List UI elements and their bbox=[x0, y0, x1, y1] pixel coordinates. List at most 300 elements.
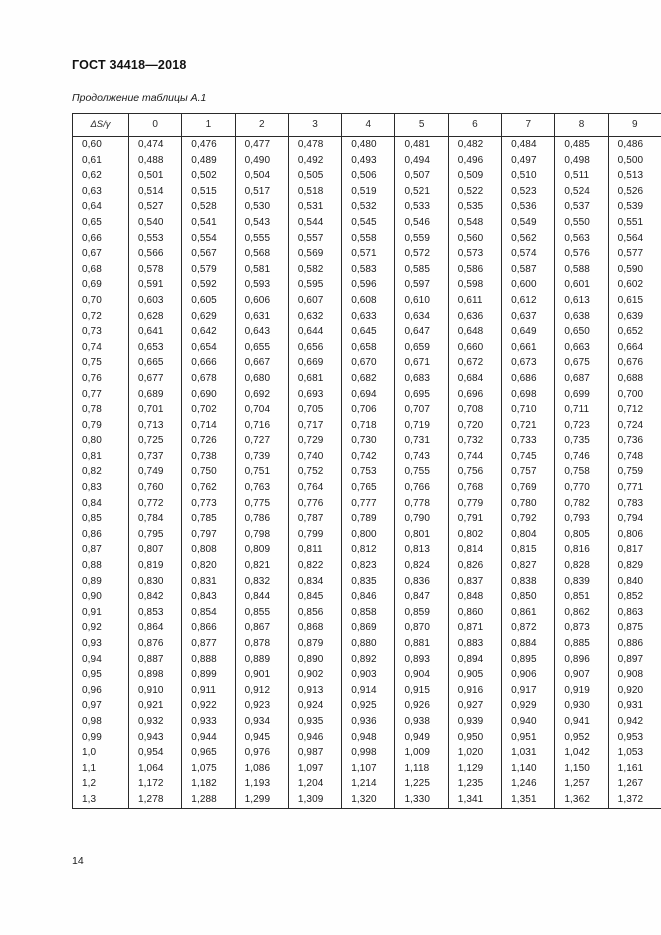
table-cell: 0,912 bbox=[235, 683, 288, 699]
table-cell: 0,776 bbox=[288, 496, 341, 512]
table-cell: 0,745 bbox=[502, 449, 555, 465]
column-header-0: 0 bbox=[129, 114, 182, 137]
table-cell: 0,876 bbox=[129, 636, 182, 652]
table-cell: 0,787 bbox=[288, 511, 341, 527]
table-cell: 0,698 bbox=[502, 387, 555, 403]
table-cell: 0,654 bbox=[182, 340, 235, 356]
table-cell: 0,659 bbox=[395, 340, 448, 356]
table-cell: 0,686 bbox=[502, 371, 555, 387]
table-cell: 0,602 bbox=[608, 277, 661, 293]
table-cell: 0,879 bbox=[288, 636, 341, 652]
table-row bbox=[73, 730, 661, 746]
table-cell: 0,537 bbox=[555, 199, 608, 215]
table-row bbox=[73, 387, 661, 403]
table-cell: 0,782 bbox=[555, 496, 608, 512]
table-cell: 0,883 bbox=[448, 636, 501, 652]
table-cell: 0,846 bbox=[342, 589, 395, 605]
table-cell: 0,864 bbox=[129, 620, 182, 636]
table-cell: 1,075 bbox=[182, 761, 235, 777]
table-cell: 0,852 bbox=[608, 589, 661, 605]
row-label: 0,91 bbox=[73, 605, 129, 621]
table-cell: 0,490 bbox=[235, 153, 288, 169]
table-cell: 0,726 bbox=[182, 433, 235, 449]
table-row bbox=[73, 496, 661, 512]
table-row bbox=[73, 199, 661, 215]
table-cell: 0,605 bbox=[182, 293, 235, 309]
table-cell: 0,727 bbox=[235, 433, 288, 449]
table-cell: 0,607 bbox=[288, 293, 341, 309]
table-cell: 0,663 bbox=[555, 340, 608, 356]
table-cell: 0,885 bbox=[555, 636, 608, 652]
table-cell: 0,666 bbox=[182, 355, 235, 371]
table-cell: 0,699 bbox=[555, 387, 608, 403]
table-cell: 0,583 bbox=[342, 262, 395, 278]
table-cell: 0,829 bbox=[608, 558, 661, 574]
table-cell: 0,756 bbox=[448, 464, 501, 480]
table-cell: 0,827 bbox=[502, 558, 555, 574]
table-cell: 0,492 bbox=[288, 153, 341, 169]
table-cell: 0,523 bbox=[502, 184, 555, 200]
table-cell: 0,562 bbox=[502, 231, 555, 247]
table-cell: 0,526 bbox=[608, 184, 661, 200]
table-cell: 0,757 bbox=[502, 464, 555, 480]
table-cell: 0,509 bbox=[448, 168, 501, 184]
table-row bbox=[73, 464, 661, 480]
table-cell: 1,009 bbox=[395, 745, 448, 761]
row-label: 0,64 bbox=[73, 199, 129, 215]
table-cell: 0,519 bbox=[342, 184, 395, 200]
table-row bbox=[73, 605, 661, 621]
table-cell: 0,501 bbox=[129, 168, 182, 184]
table-cell: 0,943 bbox=[129, 730, 182, 746]
table-cell: 0,682 bbox=[342, 371, 395, 387]
row-label: 0,67 bbox=[73, 246, 129, 262]
table-cell: 0,925 bbox=[342, 698, 395, 714]
table-cell: 0,536 bbox=[502, 199, 555, 215]
table-cell: 1,172 bbox=[129, 776, 182, 792]
table-cell: 0,770 bbox=[555, 480, 608, 496]
table-cell: 0,840 bbox=[608, 574, 661, 590]
table-cell: 0,608 bbox=[342, 293, 395, 309]
table-cell: 0,811 bbox=[288, 542, 341, 558]
table-cell: 0,603 bbox=[129, 293, 182, 309]
table-cell: 0,566 bbox=[129, 246, 182, 262]
table-cell: 0,933 bbox=[182, 714, 235, 730]
table-cell: 0,748 bbox=[608, 449, 661, 465]
table-cell: 0,809 bbox=[235, 542, 288, 558]
table-cell: 0,670 bbox=[342, 355, 395, 371]
table-cell: 0,500 bbox=[608, 153, 661, 169]
table-cell: 0,477 bbox=[235, 137, 288, 153]
column-header-8: 8 bbox=[555, 114, 608, 137]
table-cell: 0,859 bbox=[395, 605, 448, 621]
page-number: 14 bbox=[72, 855, 84, 867]
table-cell: 0,906 bbox=[502, 667, 555, 683]
table-cell: 0,867 bbox=[235, 620, 288, 636]
table-cell: 0,808 bbox=[182, 542, 235, 558]
row-label: 0,97 bbox=[73, 698, 129, 714]
table-cell: 0,597 bbox=[395, 277, 448, 293]
row-label: 1,3 bbox=[73, 792, 129, 808]
table-cell: 0,484 bbox=[502, 137, 555, 153]
table-cell: 0,601 bbox=[555, 277, 608, 293]
table-cell: 0,541 bbox=[182, 215, 235, 231]
table-cell: 0,631 bbox=[235, 309, 288, 325]
table-row bbox=[73, 683, 661, 699]
row-label: 0,76 bbox=[73, 371, 129, 387]
table-cell: 0,807 bbox=[129, 542, 182, 558]
table-cell: 0,893 bbox=[395, 652, 448, 668]
table-cell: 0,530 bbox=[235, 199, 288, 215]
table-cell: 0,522 bbox=[448, 184, 501, 200]
table-cell: 0,717 bbox=[288, 418, 341, 434]
table-cell: 0,591 bbox=[129, 277, 182, 293]
table-cell: 0,888 bbox=[182, 652, 235, 668]
table-cell: 0,917 bbox=[502, 683, 555, 699]
table-cell: 0,950 bbox=[448, 730, 501, 746]
table-cell: 0,592 bbox=[182, 277, 235, 293]
table-cell: 0,628 bbox=[129, 309, 182, 325]
lookup-table-a1 bbox=[72, 113, 661, 809]
table-cell: 0,946 bbox=[288, 730, 341, 746]
table-caption: Продолжение таблицы А.1 bbox=[72, 92, 207, 104]
table-cell: 0,826 bbox=[448, 558, 501, 574]
table-row bbox=[73, 667, 661, 683]
table-row bbox=[73, 433, 661, 449]
table-cell: 0,737 bbox=[129, 449, 182, 465]
table-cell: 0,778 bbox=[395, 496, 448, 512]
table-cell: 0,504 bbox=[235, 168, 288, 184]
table-cell: 0,786 bbox=[235, 511, 288, 527]
table-cell: 0,667 bbox=[235, 355, 288, 371]
row-label: 0,78 bbox=[73, 402, 129, 418]
table-row bbox=[73, 355, 661, 371]
table-row bbox=[73, 620, 661, 636]
table-row bbox=[73, 153, 661, 169]
table-cell: 0,533 bbox=[395, 199, 448, 215]
table-cell: 0,693 bbox=[288, 387, 341, 403]
table-cell: 0,587 bbox=[502, 262, 555, 278]
table-cell: 0,629 bbox=[182, 309, 235, 325]
table-cell: 0,932 bbox=[129, 714, 182, 730]
table-row bbox=[73, 776, 661, 792]
table-cell: 0,914 bbox=[342, 683, 395, 699]
table-cell: 0,576 bbox=[555, 246, 608, 262]
row-label: 0,93 bbox=[73, 636, 129, 652]
table-cell: 0,586 bbox=[448, 262, 501, 278]
table-cell: 0,777 bbox=[342, 496, 395, 512]
row-label: 0,80 bbox=[73, 433, 129, 449]
table-cell: 0,851 bbox=[555, 589, 608, 605]
table-cell: 0,789 bbox=[342, 511, 395, 527]
table-cell: 0,502 bbox=[182, 168, 235, 184]
table-cell: 0,515 bbox=[182, 184, 235, 200]
table-cell: 1,309 bbox=[288, 792, 341, 808]
row-label: 0,73 bbox=[73, 324, 129, 340]
table-cell: 0,921 bbox=[129, 698, 182, 714]
table-cell: 0,736 bbox=[608, 433, 661, 449]
table-cell: 0,896 bbox=[555, 652, 608, 668]
table-cell: 0,615 bbox=[608, 293, 661, 309]
table-cell: 0,489 bbox=[182, 153, 235, 169]
table-row bbox=[73, 761, 661, 777]
table-cell: 0,488 bbox=[129, 153, 182, 169]
table-cell: 0,938 bbox=[395, 714, 448, 730]
table-row bbox=[73, 215, 661, 231]
table-cell: 1,330 bbox=[395, 792, 448, 808]
table-cell: 0,678 bbox=[182, 371, 235, 387]
table-cell: 0,645 bbox=[342, 324, 395, 340]
table-cell: 0,578 bbox=[129, 262, 182, 278]
table-cell: 0,572 bbox=[395, 246, 448, 262]
table-cell: 0,951 bbox=[502, 730, 555, 746]
table-cell: 0,831 bbox=[182, 574, 235, 590]
table-cell: 0,673 bbox=[502, 355, 555, 371]
table-cell: 0,916 bbox=[448, 683, 501, 699]
column-header-3: 3 bbox=[288, 114, 341, 137]
table-cell: 0,593 bbox=[235, 277, 288, 293]
table-cell: 1,267 bbox=[608, 776, 661, 792]
table-cell: 0,764 bbox=[288, 480, 341, 496]
table-cell: 0,647 bbox=[395, 324, 448, 340]
table-cell: 1,150 bbox=[555, 761, 608, 777]
table-cell: 0,513 bbox=[608, 168, 661, 184]
table-cell: 0,553 bbox=[129, 231, 182, 247]
table-cell: 0,931 bbox=[608, 698, 661, 714]
table-cell: 0,814 bbox=[448, 542, 501, 558]
table-cell: 0,930 bbox=[555, 698, 608, 714]
table-cell: 0,884 bbox=[502, 636, 555, 652]
table-cell: 0,743 bbox=[395, 449, 448, 465]
table-cell: 0,672 bbox=[448, 355, 501, 371]
table-row bbox=[73, 231, 661, 247]
table-cell: 0,944 bbox=[182, 730, 235, 746]
table-row bbox=[73, 589, 661, 605]
table-cell: 0,546 bbox=[395, 215, 448, 231]
table-cell: 0,707 bbox=[395, 402, 448, 418]
table-cell: 0,926 bbox=[395, 698, 448, 714]
table-cell: 0,772 bbox=[129, 496, 182, 512]
table-cell: 0,870 bbox=[395, 620, 448, 636]
table-row bbox=[73, 246, 661, 262]
row-label: 0,95 bbox=[73, 667, 129, 683]
table-cell: 0,514 bbox=[129, 184, 182, 200]
table-cell: 0,588 bbox=[555, 262, 608, 278]
table-cell: 0,549 bbox=[502, 215, 555, 231]
table-cell: 0,953 bbox=[608, 730, 661, 746]
table-cell: 0,923 bbox=[235, 698, 288, 714]
table-cell: 0,935 bbox=[288, 714, 341, 730]
table-cell: 0,598 bbox=[448, 277, 501, 293]
table-cell: 0,869 bbox=[342, 620, 395, 636]
table-cell: 0,559 bbox=[395, 231, 448, 247]
table-cell: 0,611 bbox=[448, 293, 501, 309]
column-header-4: 4 bbox=[342, 114, 395, 137]
table-cell: 0,723 bbox=[555, 418, 608, 434]
row-label: 0,96 bbox=[73, 683, 129, 699]
table-cell: 0,554 bbox=[182, 231, 235, 247]
table-cell: 0,744 bbox=[448, 449, 501, 465]
table-cell: 0,779 bbox=[448, 496, 501, 512]
table-row bbox=[73, 558, 661, 574]
table-cell: 0,711 bbox=[555, 402, 608, 418]
table-row bbox=[73, 277, 661, 293]
table-cell: 0,474 bbox=[129, 137, 182, 153]
table-cell: 0,804 bbox=[502, 527, 555, 543]
table-cell: 0,742 bbox=[342, 449, 395, 465]
table-cell: 0,819 bbox=[129, 558, 182, 574]
table-cell: 0,481 bbox=[395, 137, 448, 153]
table-cell: 0,790 bbox=[395, 511, 448, 527]
table-cell: 1,053 bbox=[608, 745, 661, 761]
table-cell: 0,794 bbox=[608, 511, 661, 527]
table-cell: 0,669 bbox=[288, 355, 341, 371]
row-label: 0,88 bbox=[73, 558, 129, 574]
table-cell: 0,753 bbox=[342, 464, 395, 480]
table-cell: 0,820 bbox=[182, 558, 235, 574]
table-cell: 0,692 bbox=[235, 387, 288, 403]
table-cell: 0,740 bbox=[288, 449, 341, 465]
table-cell: 1,129 bbox=[448, 761, 501, 777]
table-cell: 0,913 bbox=[288, 683, 341, 699]
table-cell: 0,571 bbox=[342, 246, 395, 262]
table-cell: 0,730 bbox=[342, 433, 395, 449]
table-cell: 0,830 bbox=[129, 574, 182, 590]
table-cell: 0,493 bbox=[342, 153, 395, 169]
row-label: 0,86 bbox=[73, 527, 129, 543]
table-cell: 0,694 bbox=[342, 387, 395, 403]
table-cell: 0,517 bbox=[235, 184, 288, 200]
table-cell: 1,257 bbox=[555, 776, 608, 792]
table-row bbox=[73, 745, 661, 761]
table-cell: 0,676 bbox=[608, 355, 661, 371]
table-cell: 0,773 bbox=[182, 496, 235, 512]
table-cell: 0,843 bbox=[182, 589, 235, 605]
table-cell: 1,140 bbox=[502, 761, 555, 777]
row-label: 0,81 bbox=[73, 449, 129, 465]
table-cell: 0,758 bbox=[555, 464, 608, 480]
table-cell: 0,560 bbox=[448, 231, 501, 247]
row-label: 0,84 bbox=[73, 496, 129, 512]
row-label: 0,70 bbox=[73, 293, 129, 309]
table-cell: 0,555 bbox=[235, 231, 288, 247]
table-cell: 0,802 bbox=[448, 527, 501, 543]
table-cell: 0,821 bbox=[235, 558, 288, 574]
row-label: 0,69 bbox=[73, 277, 129, 293]
table-cell: 0,632 bbox=[288, 309, 341, 325]
table-cell: 0,485 bbox=[555, 137, 608, 153]
table-cell: 1,320 bbox=[342, 792, 395, 808]
table-cell: 0,660 bbox=[448, 340, 501, 356]
table-cell: 1,086 bbox=[235, 761, 288, 777]
row-label: 1,2 bbox=[73, 776, 129, 792]
table-cell: 0,877 bbox=[182, 636, 235, 652]
table-cell: 1,118 bbox=[395, 761, 448, 777]
table-cell: 0,701 bbox=[129, 402, 182, 418]
table-cell: 1,214 bbox=[342, 776, 395, 792]
row-label: 0,72 bbox=[73, 309, 129, 325]
row-label: 0,75 bbox=[73, 355, 129, 371]
row-label: 0,89 bbox=[73, 574, 129, 590]
table-cell: 1,064 bbox=[129, 761, 182, 777]
table-cell: 0,911 bbox=[182, 683, 235, 699]
table-cell: 0,563 bbox=[555, 231, 608, 247]
table-cell: 0,934 bbox=[235, 714, 288, 730]
table-cell: 0,684 bbox=[448, 371, 501, 387]
table-cell: 0,752 bbox=[288, 464, 341, 480]
table-cell: 0,936 bbox=[342, 714, 395, 730]
table-cell: 0,939 bbox=[448, 714, 501, 730]
table-cell: 0,797 bbox=[182, 527, 235, 543]
row-label: 0,60 bbox=[73, 137, 129, 153]
table-cell: 0,785 bbox=[182, 511, 235, 527]
table-cell: 0,824 bbox=[395, 558, 448, 574]
table-cell: 0,780 bbox=[502, 496, 555, 512]
table-cell: 0,656 bbox=[288, 340, 341, 356]
table-cell: 0,637 bbox=[502, 309, 555, 325]
standard-number-header: ГОСТ 34418—2018 bbox=[72, 58, 187, 72]
table-cell: 0,510 bbox=[502, 168, 555, 184]
table-cell: 0,862 bbox=[555, 605, 608, 621]
table-cell: 0,976 bbox=[235, 745, 288, 761]
table-cell: 0,714 bbox=[182, 418, 235, 434]
table-cell: 0,700 bbox=[608, 387, 661, 403]
table-cell: 0,658 bbox=[342, 340, 395, 356]
table-cell: 0,760 bbox=[129, 480, 182, 496]
table-cell: 0,942 bbox=[608, 714, 661, 730]
table-cell: 0,881 bbox=[395, 636, 448, 652]
table-cell: 0,543 bbox=[235, 215, 288, 231]
table-row bbox=[73, 324, 661, 340]
table-cell: 1,193 bbox=[235, 776, 288, 792]
table-cell: 0,828 bbox=[555, 558, 608, 574]
table-cell: 0,919 bbox=[555, 683, 608, 699]
table-cell: 0,834 bbox=[288, 574, 341, 590]
table-cell: 0,732 bbox=[448, 433, 501, 449]
table-cell: 0,871 bbox=[448, 620, 501, 636]
row-label: 0,63 bbox=[73, 184, 129, 200]
table-cell: 0,878 bbox=[235, 636, 288, 652]
table-cell: 0,729 bbox=[288, 433, 341, 449]
table-cell: 0,634 bbox=[395, 309, 448, 325]
table-cell: 0,638 bbox=[555, 309, 608, 325]
column-header-2: 2 bbox=[235, 114, 288, 137]
table-cell: 0,861 bbox=[502, 605, 555, 621]
table-cell: 0,708 bbox=[448, 402, 501, 418]
table-cell: 0,606 bbox=[235, 293, 288, 309]
table-cell: 0,850 bbox=[502, 589, 555, 605]
table-cell: 0,822 bbox=[288, 558, 341, 574]
table-cell: 0,765 bbox=[342, 480, 395, 496]
table-cell: 0,683 bbox=[395, 371, 448, 387]
table-cell: 0,839 bbox=[555, 574, 608, 590]
table-cell: 0,677 bbox=[129, 371, 182, 387]
table-cell: 0,518 bbox=[288, 184, 341, 200]
row-label: 0,77 bbox=[73, 387, 129, 403]
table-cell: 0,713 bbox=[129, 418, 182, 434]
table-cell: 0,892 bbox=[342, 652, 395, 668]
table-cell: 1,278 bbox=[129, 792, 182, 808]
table-row bbox=[73, 511, 661, 527]
table-cell: 0,749 bbox=[129, 464, 182, 480]
table-cell: 0,567 bbox=[182, 246, 235, 262]
table-cell: 0,897 bbox=[608, 652, 661, 668]
table-cell: 0,582 bbox=[288, 262, 341, 278]
table-cell: 0,478 bbox=[288, 137, 341, 153]
table-cell: 0,540 bbox=[129, 215, 182, 231]
table-cell: 0,915 bbox=[395, 683, 448, 699]
table-cell: 0,524 bbox=[555, 184, 608, 200]
